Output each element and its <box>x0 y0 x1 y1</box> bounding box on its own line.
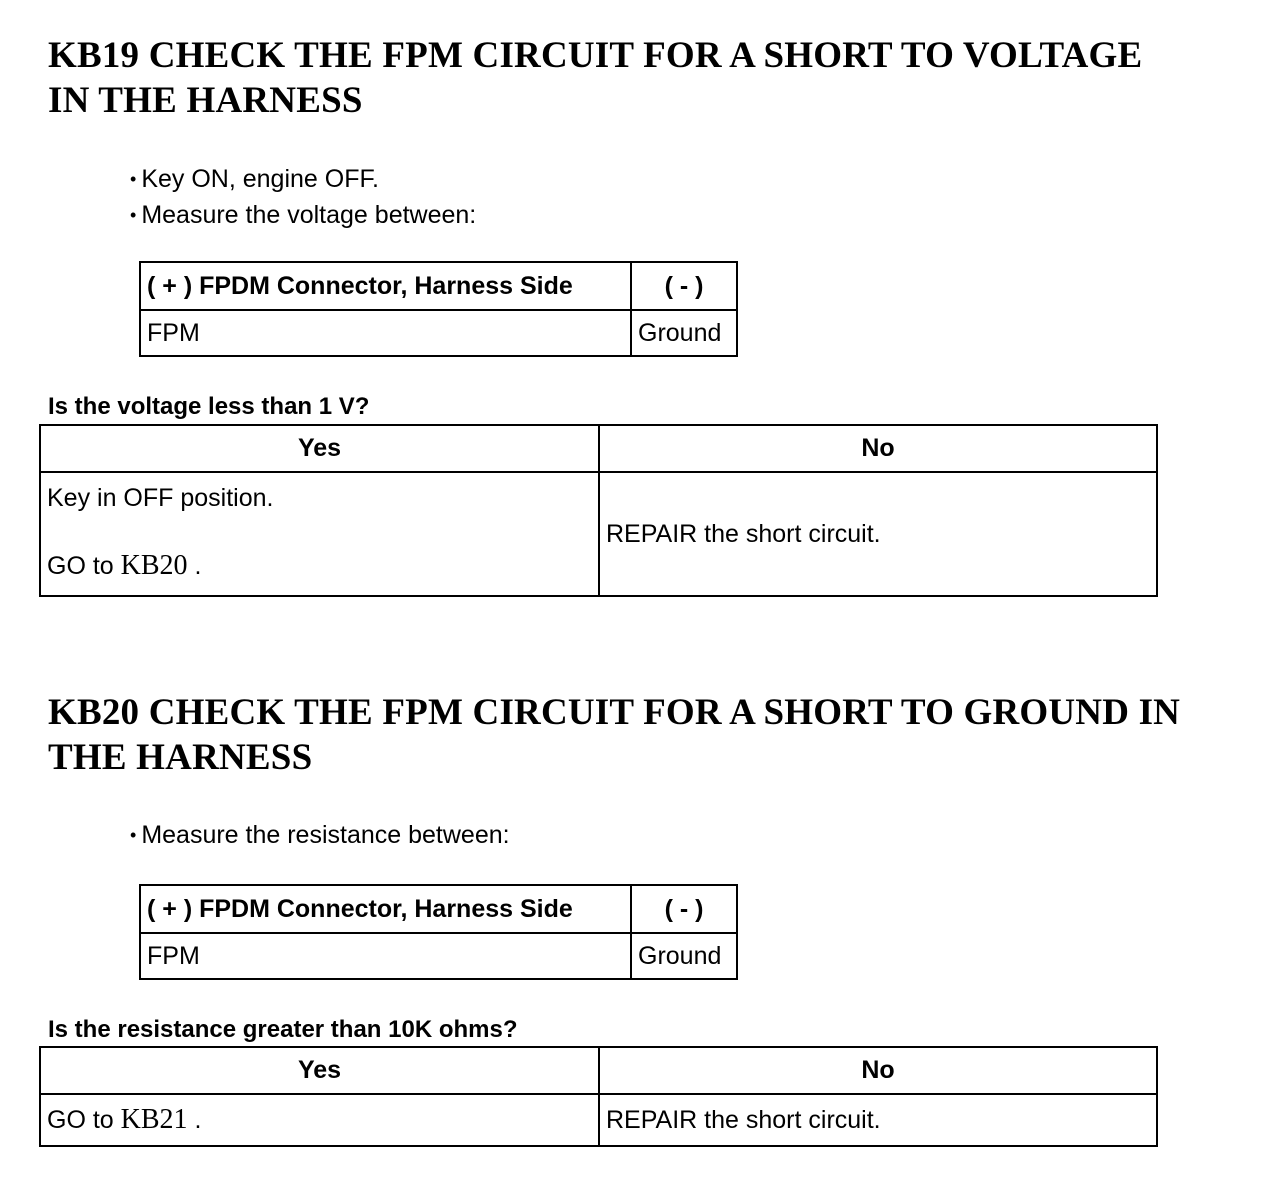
kb20-cell-ground: Ground <box>631 933 737 979</box>
kb19-col-positive: ( + ) FPDM Connector, Harness Side <box>140 262 631 310</box>
kb20-goto-prefix: GO to <box>47 1106 121 1134</box>
kb19-step-1: • Key ON, engine OFF. <box>130 162 476 198</box>
kb20-yes-header: Yes <box>40 1047 599 1094</box>
kb19-yes-line1: Key in OFF position. <box>47 484 274 512</box>
kb20-goto-link[interactable]: KB21 <box>120 1104 188 1135</box>
kb19-question: Is the voltage less than 1 V? <box>48 393 370 420</box>
kb19-goto-prefix: GO to <box>47 552 121 580</box>
kb20-yes-cell <box>40 1094 599 1146</box>
kb19-no-cell: REPAIR the short circuit. <box>599 472 1157 596</box>
kb19-yes-cell <box>40 472 599 596</box>
kb19-cell-fpm: FPM <box>140 310 631 356</box>
kb19-steps <box>130 162 476 234</box>
kb20-step-1: • Measure the resistance between: <box>130 818 510 854</box>
kb19-goto-suffix: . <box>187 552 202 580</box>
kb19-col-negative: ( - ) <box>631 262 737 310</box>
kb20-decision-table <box>39 1046 1158 1147</box>
kb20-no-cell: REPAIR the short circuit. <box>599 1094 1157 1146</box>
kb20-col-negative: ( - ) <box>631 885 737 933</box>
kb19-cell-ground: Ground <box>631 310 737 356</box>
kb19-title-line2: IN THE HARNESS <box>48 80 363 121</box>
kb19-step-2: • Measure the voltage between: <box>130 198 476 234</box>
kb19-no-header: No <box>599 425 1157 472</box>
kb20-title-line2: THE HARNESS <box>48 737 313 778</box>
kb19-yes-goto <box>47 549 592 583</box>
kb20-steps <box>130 818 510 854</box>
kb20-title <box>48 690 1180 780</box>
kb19-decision-table <box>39 424 1158 597</box>
kb19-goto-link[interactable]: KB20 <box>120 550 188 581</box>
kb20-goto-suffix: . <box>187 1106 202 1134</box>
kb19-title <box>48 33 1142 123</box>
kb20-title-line1: KB20 CHECK THE FPM CIRCUIT FOR A SHORT TO GROUND IN <box>48 692 1181 733</box>
kb19-title-line1: KB19 CHECK THE FPM CIRCUIT FOR A SHORT TO VOLTAGE <box>48 35 1143 76</box>
kb19-measure-table <box>139 261 738 357</box>
kb20-col-positive: ( + ) FPDM Connector, Harness Side <box>140 885 631 933</box>
kb20-measure-table <box>139 884 738 980</box>
kb20-question: Is the resistance greater than 10K ohms? <box>48 1016 518 1043</box>
kb20-no-header: No <box>599 1047 1157 1094</box>
kb20-cell-fpm: FPM <box>140 933 631 979</box>
kb19-yes-header: Yes <box>40 425 599 472</box>
